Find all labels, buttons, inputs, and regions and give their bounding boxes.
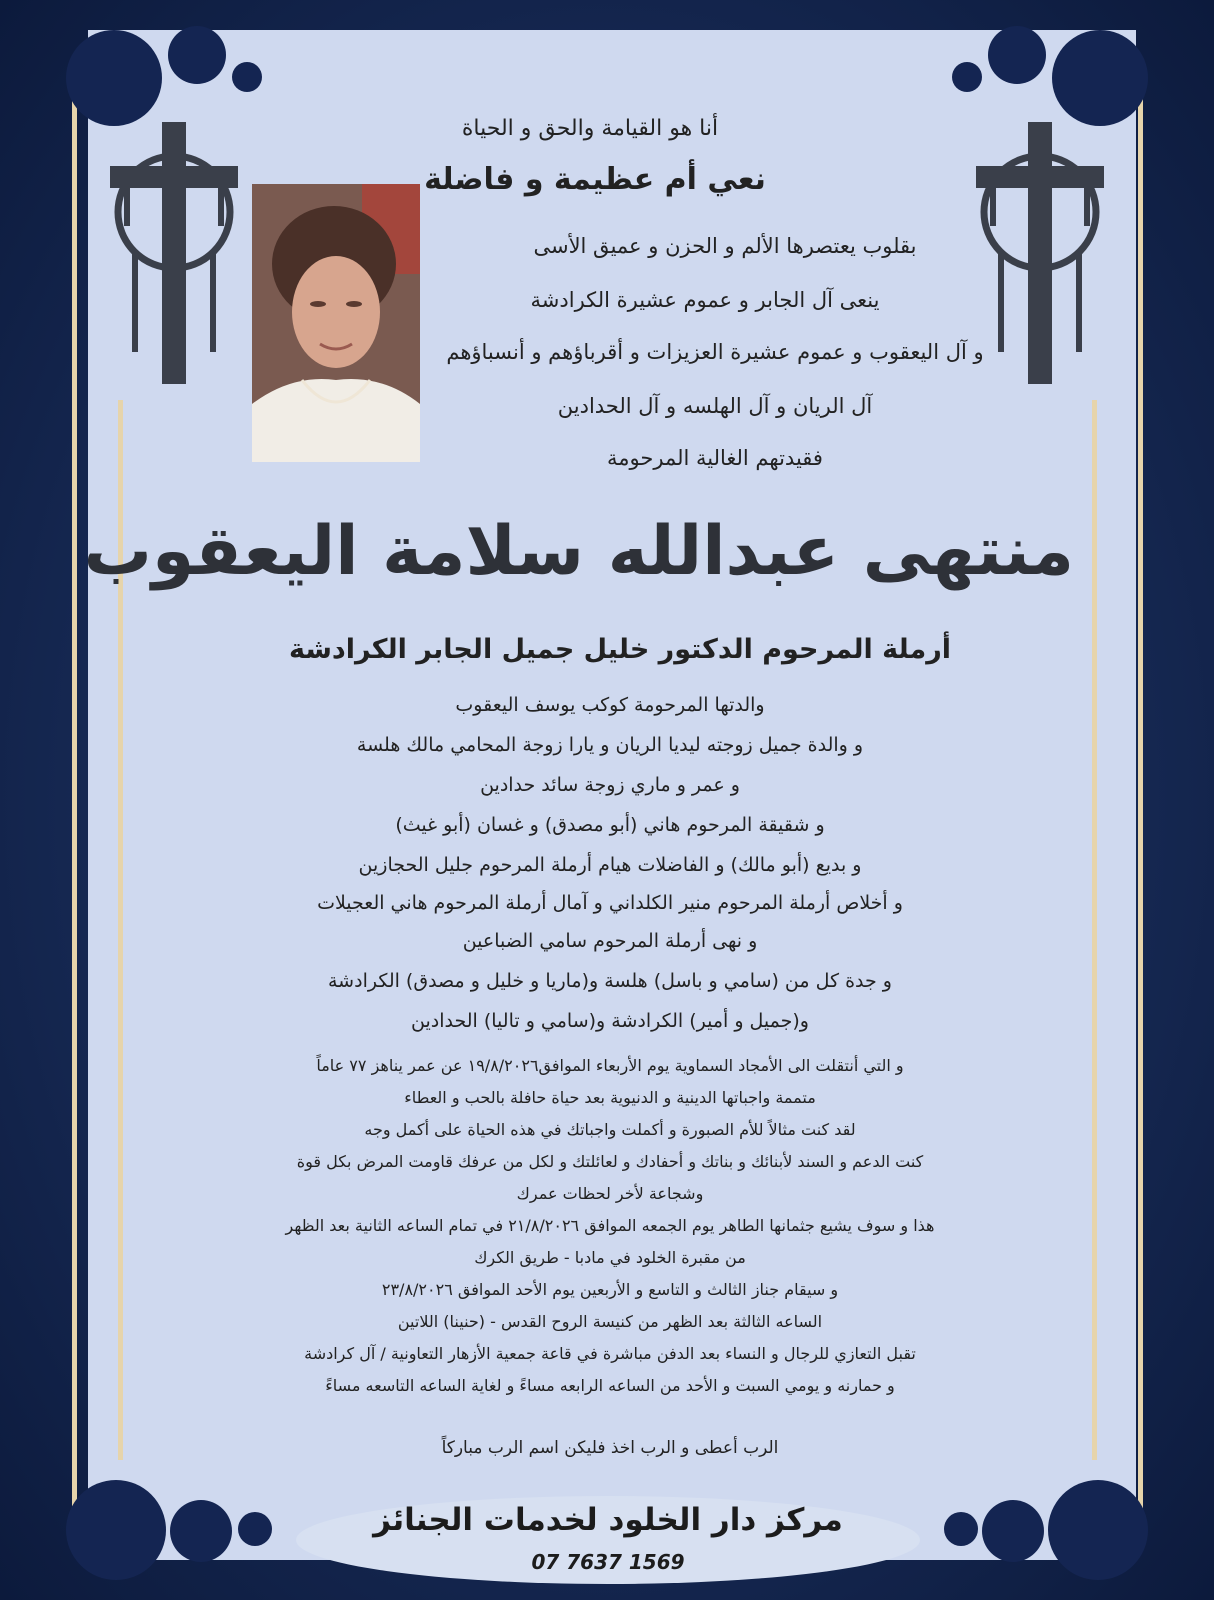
family-line: و عمر و ماري زوجة سائد حدادين	[480, 774, 740, 796]
family-line: و والدة جميل زوجته ليديا الريان و يارا زوجة المحامي مالك هلسة	[356, 734, 864, 756]
decorative-circle-icon	[982, 1500, 1044, 1562]
family-line: و أخلاص أرملة المرحوم منير الكلداني و آمال أرملة المرحوم هاني العجيلات	[317, 892, 903, 914]
closing-verse: الرب أعطى و الرب اخذ فليكن اسم الرب مباركاً	[441, 1438, 779, 1458]
company-name: مركز دار الخلود لخدمات الجنائز	[373, 1502, 843, 1538]
details-line: من مقبرة الخلود في مادبا - طريق الكرك	[474, 1248, 746, 1267]
family-line: و(جميل و أمير) الكرادشة و(سامي و تاليا) الحدادين	[411, 1010, 809, 1032]
details-line: الساعه الثالثة بعد الظهر من كنيسة الروح القدس - (حنينا) اللاتين	[397, 1312, 823, 1331]
details-line: كنت الدعم و السند لأبنائك و بناتك و أحفادك و لعائلتك و لكل من عرفك قاومت المرض بكل قوة	[296, 1152, 924, 1171]
mourners-line: و آل اليعقوب و عموم عشيرة العزيزات و أقرباؤهم و أنسباؤهم	[446, 340, 984, 364]
family-line: و نهى أرملة المرحوم سامي الضباعين	[462, 930, 758, 952]
decorative-circle-icon	[170, 1500, 232, 1562]
stripe-right-outer	[1138, 70, 1143, 1510]
decorative-circle-icon	[238, 1512, 272, 1546]
details-line: متممة واجباتها الدينية و الدنيوية بعد حياة حافلة بالحب و العطاء	[404, 1088, 816, 1107]
deceased-name: منتهى عبدالله سلامة اليعقوب	[83, 512, 1074, 591]
family-line: و شقيقة المرحوم هاني (أبو مصدق) و غسان (أبو غيث)	[395, 814, 825, 836]
announcement-title: نعي أم عظيمة و فاضلة	[424, 162, 766, 197]
mourners-line: ينعى آل الجابر و عموم عشيرة الكرادشة	[530, 288, 880, 312]
details-line: هذا و سوف يشيع جثمانها الطاهر يوم الجمعه الموافق ٢١/٨/٢٠٢٦ في تمام الساعه الثانية بعد الظهر	[285, 1216, 935, 1235]
details-line: لقد كنت مثالاً للأم الصبورة و أكملت واجباتك في هذه الحياة على أكمل وجه	[364, 1120, 856, 1139]
opening-verse: أنا هو القيامة والحق و الحياة	[461, 116, 719, 141]
mourners-line: فقيدتهم الغالية المرحومة	[607, 446, 823, 470]
stripe-right-inner	[1092, 400, 1097, 1460]
portrait-photo	[252, 184, 420, 462]
decorative-circle-icon	[944, 1512, 978, 1546]
details-line: تقبل التعازي للرجال و النساء بعد الدفن مباشرة في قاعة جمعية الأزهار التعاونية / آل كرادشة	[304, 1344, 916, 1363]
details-line: وشجاعة لأخر لحظات عمرك	[516, 1184, 704, 1203]
widow-of-line: أرملة المرحوم الدكتور خليل جميل الجابر الكرادشة	[288, 634, 952, 665]
family-line: والدتها المرحومة كوكب يوسف اليعقوب	[455, 694, 765, 716]
company-phone: 07 7637 1569	[531, 1550, 685, 1574]
mourners-line: آل الريان و آل الهلسه و آل الحدادين	[557, 394, 873, 418]
decorative-circle-icon	[168, 26, 226, 84]
decorative-circle-icon	[66, 1480, 166, 1580]
decorative-circle-icon	[988, 26, 1046, 84]
details-line: و التي أنتقلت الى الأمجاد السماوية يوم الأربعاء الموافق١٩/٨/٢٠٢٦ عن عمر يناهز ٧٧ عاماً	[316, 1056, 904, 1075]
family-line: و جدة كل من (سامي و باسل) هلسة و(ماريا و خليل و مصدق) الكرادشة	[328, 970, 892, 992]
decorative-circle-icon	[1048, 1480, 1148, 1580]
decorative-circle-icon	[232, 62, 262, 92]
family-line: و بديع (أبو مالك) و الفاضلات هيام أرملة المرحوم جليل الحجازين	[358, 854, 862, 876]
celtic-cross-icon	[104, 112, 244, 392]
details-line: و سيقام جناز الثالث و التاسع و الأربعين يوم الأحد الموافق ٢٣/٨/٢٠٢٦	[381, 1280, 839, 1299]
details-line: و حمارنه و يومي السبت و الأحد من الساعه الرابعه مساءً و لغاية الساعه التاسعه مساءً	[325, 1376, 895, 1395]
decorative-circle-icon	[952, 62, 982, 92]
mourners-line: بقلوب يعتصرها الألم و الحزن و عميق الأسى	[533, 234, 917, 258]
stripe-left-outer	[72, 70, 77, 1510]
